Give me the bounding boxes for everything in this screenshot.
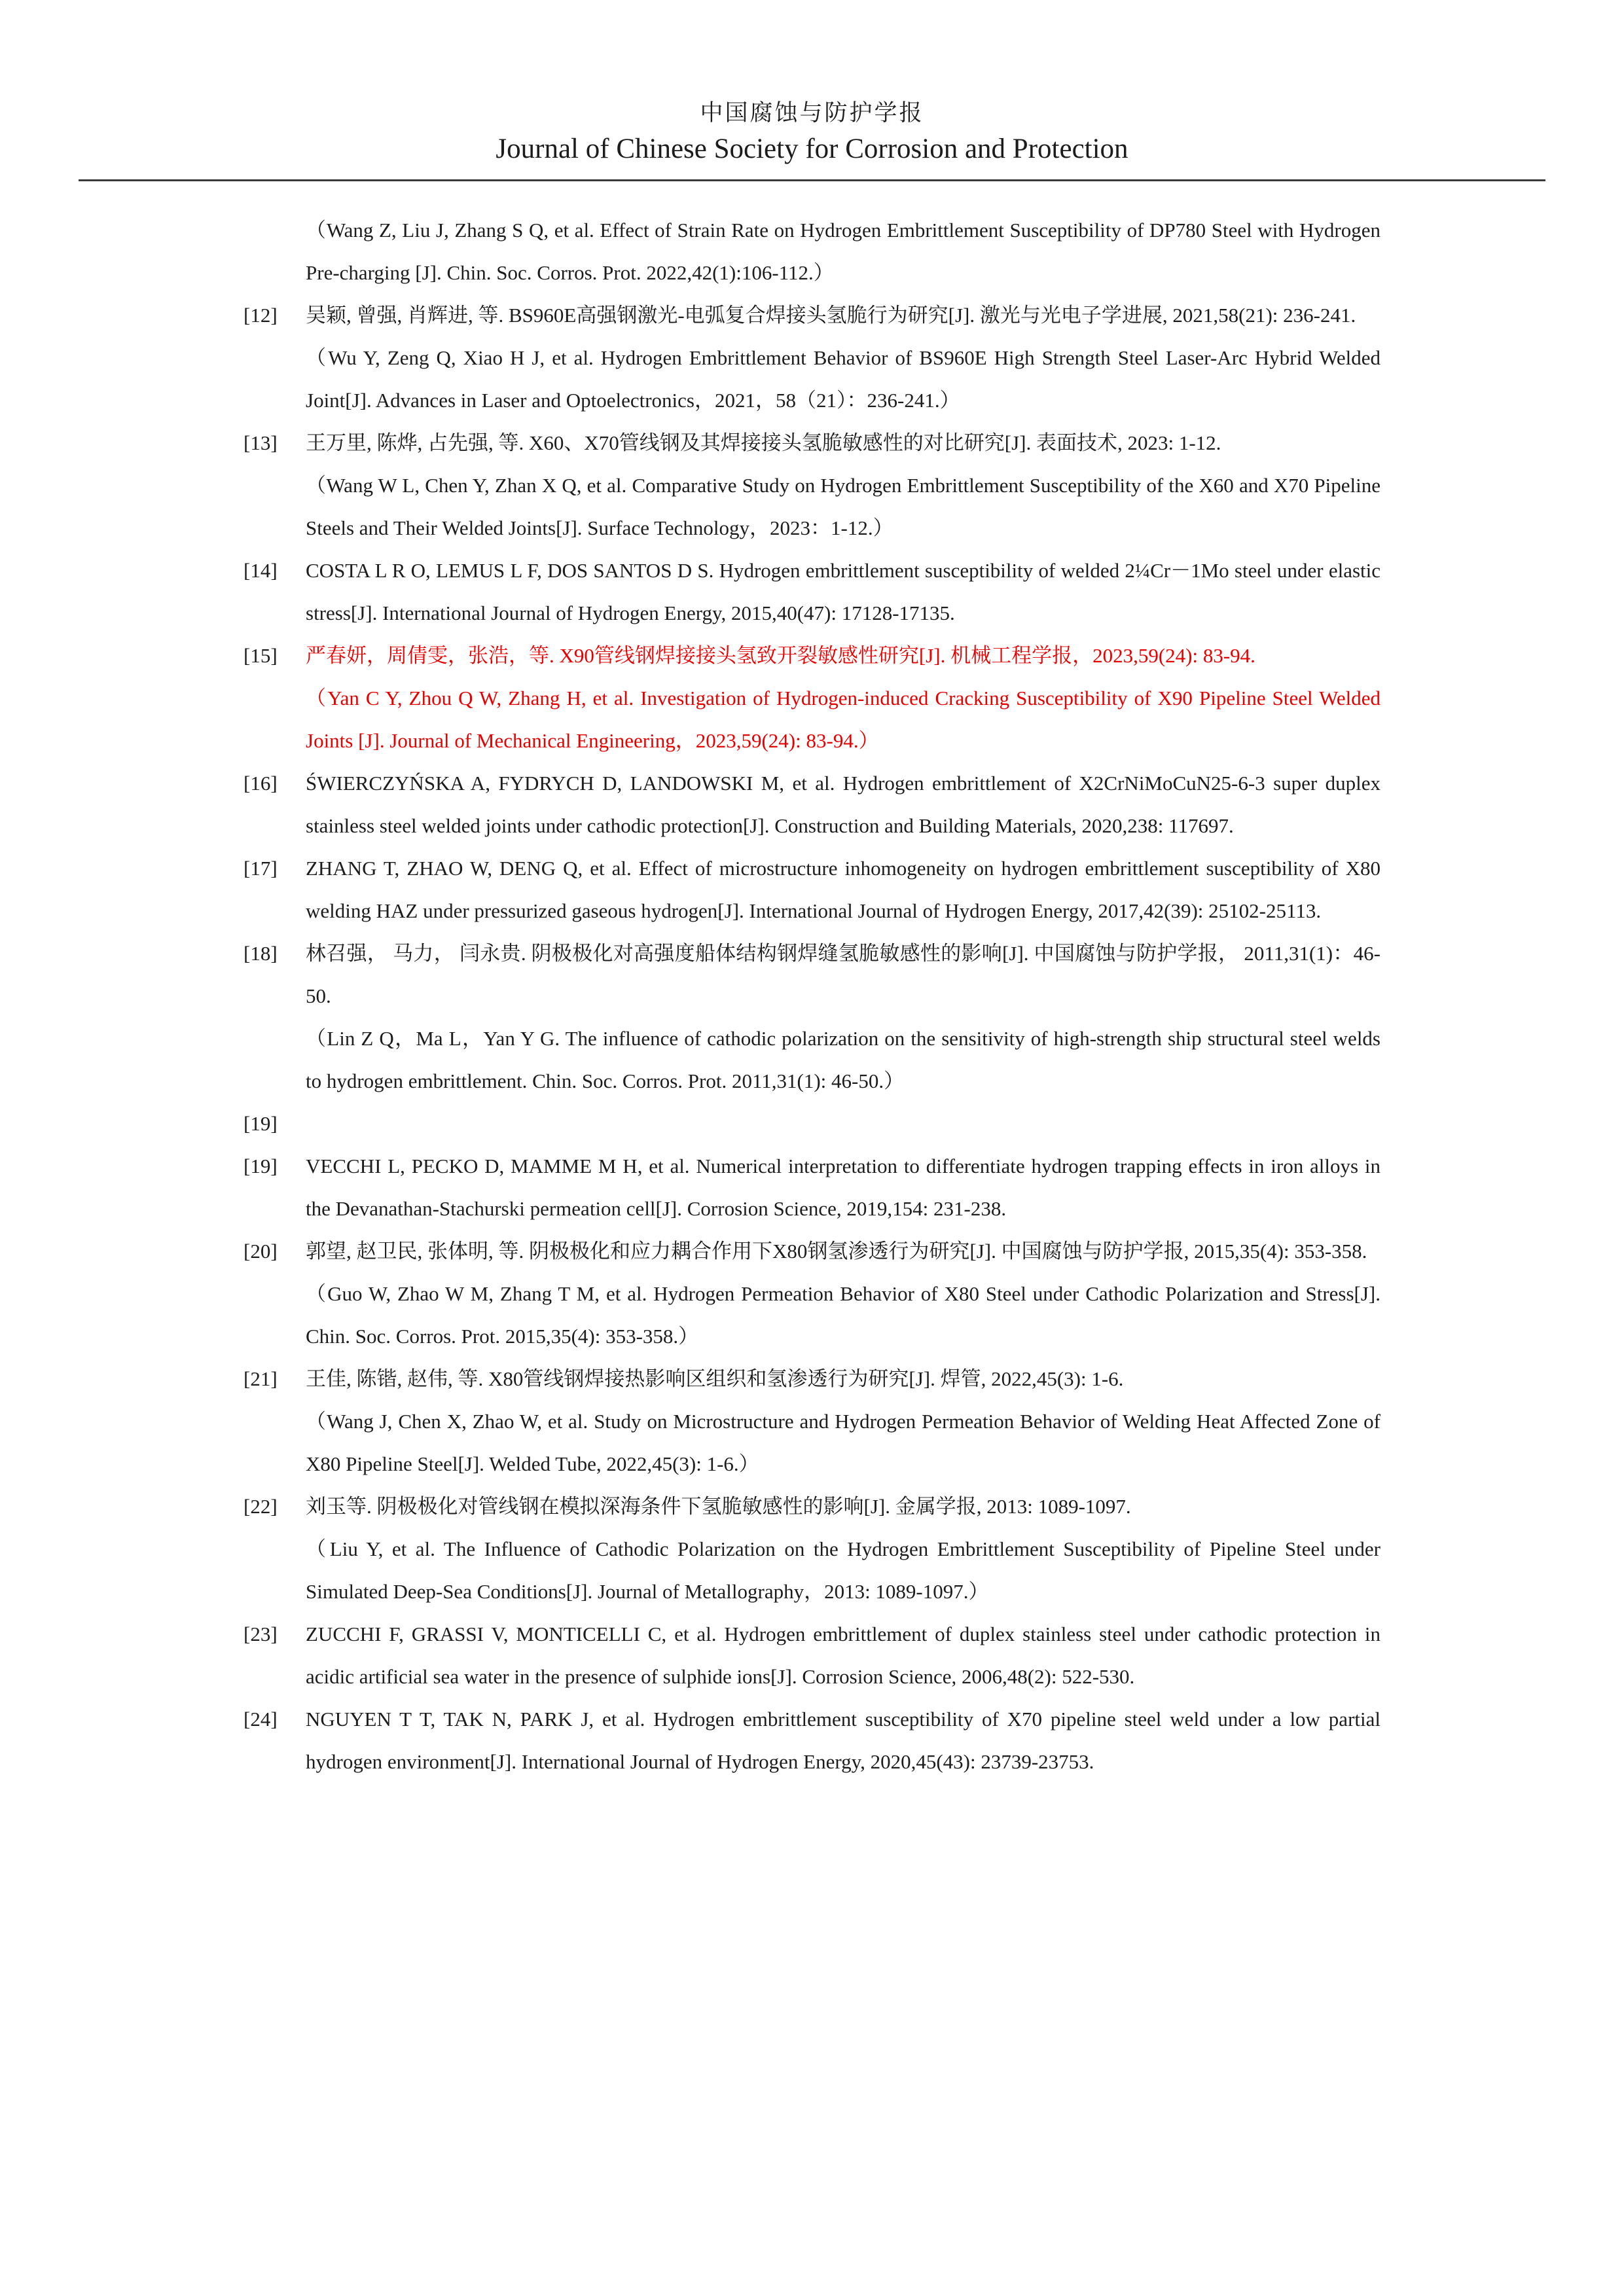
reference-entry xyxy=(244,1613,1380,1698)
reference-entry xyxy=(244,549,1380,634)
reference-entry xyxy=(244,1145,1380,1230)
reference-entry xyxy=(244,1485,1380,1613)
reference-text: NGUYEN T T, TAK N, PARK J, et al. Hydrogen embrittlement susceptibility of X70 pipeline steel weld under a low partial hydrogen environment[J]. International Journal of Hydrogen Energy, 2020,45(43): 23739-23753. xyxy=(306,1708,1380,1773)
reference-text: 严春妍，周倩雯，张浩，等. X90管线钢焊接接头氢致开裂敏感性研究[J]. 机械工程学报，2023,59(24): 83-94. xyxy=(306,644,1255,667)
reference-text: ZUCCHI F, GRASSI V, MONTICELLI C, et al. Hydrogen embrittlement of duplex stainless steel under cathodic protection in acidic artificial sea water in the presence of sulphide ions[J]. Corrosion Science, 2006,48(2): 522-530. xyxy=(306,1623,1380,1688)
reference-number: [20] xyxy=(244,1240,278,1263)
reference-body xyxy=(306,1698,1380,1783)
header-divider xyxy=(79,179,1545,181)
reference-body xyxy=(306,294,1380,422)
reference-body xyxy=(306,932,1380,1102)
reference-number: [13] xyxy=(244,431,278,454)
reference-body xyxy=(306,422,1380,549)
reference-number: [22] xyxy=(244,1495,278,1518)
reference-text: 王万里, 陈烨, 占先强, 等. X60、X70管线钢及其焊接接头氢脆敏感性的对比研究[J]. 表面技术, 2023: 1-12. xyxy=(306,431,1221,454)
reference-number: [12] xyxy=(244,304,278,327)
reference-text: （Lin Z Q，Ma L，Yan Y G. The influence of cathodic polarization on the sensitivity of high-strength ship structural steel welds to hydrogen embrittlement. Chin. Soc. Corros. Prot. 2011,31(1): 46-50.） xyxy=(306,1027,1380,1092)
reference-number: [21] xyxy=(244,1367,278,1390)
reference-text: （Yan C Y, Zhou Q W, Zhang H, et al. Investigation of Hydrogen-induced Cracking Susceptibility of X90 Pipeline Steel Welded Joints [J]. Journal of Mechanical Engineering，2023,59(24): 83-94.） xyxy=(306,687,1380,752)
reference-text: VECCHI L, PECKO D, MAMME M H, et al. Numerical interpretation to differentiate hydrogen trapping effects in iron alloys in the Devanathan-Stachurski permeation cell[J]. Corrosion Science, 2019,154: 231-238. xyxy=(306,1155,1380,1220)
reference-body xyxy=(306,1230,1380,1357)
reference-number: [19] xyxy=(244,1155,278,1177)
reference-number: [15] xyxy=(244,644,278,667)
reference-number: [24] xyxy=(244,1708,278,1731)
reference-entry xyxy=(244,847,1380,932)
journal-title-english: Journal of Chinese Society for Corrosion and Protection xyxy=(496,134,1128,164)
references-list xyxy=(244,209,1380,1783)
reference-body xyxy=(306,1145,1380,1230)
reference-text: 郭望, 赵卫民, 张体明, 等. 阴极极化和应力耦合作用下X80钢氢渗透行为研究[J]. 中国腐蚀与防护学报, 2015,35(4): 353-358. xyxy=(306,1240,1367,1263)
reference-body xyxy=(306,1485,1380,1613)
reference-text: 林召强， 马力， 闫永贵. 阴极极化对高强度船体结构钢焊缝氢脆敏感性的影响[J]. 中国腐蚀与防护学报， 2011,31(1)：46-50. xyxy=(306,942,1380,1007)
reference-text: （Wu Y, Zeng Q, Xiao H J, et al. Hydrogen Embrittlement Behavior of BS960E High Strength Steel Laser-Arc Hybrid Welded Joint[J]. Advances in Laser and Optoelectronics，2021，58（21）：236-241.） xyxy=(306,346,1380,412)
reference-entry xyxy=(244,932,1380,1102)
reference-text: 刘玉等. 阴极极化对管线钢在模拟深海条件下氢脆敏感性的影响[J]. 金属学报, 2013: 1089-1097. xyxy=(306,1495,1131,1518)
reference-body xyxy=(306,1357,1380,1485)
reference-entry xyxy=(244,762,1380,847)
reference-body xyxy=(306,209,1380,294)
reference-text: （Liu Y, et al. The Influence of Cathodic Polarization on the Hydrogen Embrittlement Susceptibility of Pipeline Steel under Simulated Deep-Sea Conditions[J]. Journal of Metallography，2013: 1089-1097.） xyxy=(306,1537,1380,1603)
reference-entry xyxy=(244,1357,1380,1485)
reference-entry xyxy=(244,294,1380,422)
reference-entry xyxy=(244,1102,1380,1145)
reference-body xyxy=(306,762,1380,847)
reference-text: （Wang W L, Chen Y, Zhan X Q, et al. Comparative Study on Hydrogen Embrittlement Susceptibility of the X60 and X70 Pipeline Steels and Their Welded Joints[J]. Surface Technology，2023：1-12.） xyxy=(306,474,1380,539)
reference-number: [17] xyxy=(244,857,278,880)
reference-text: 王佳, 陈锴, 赵伟, 等. X80管线钢焊接热影响区组织和氢渗透行为研究[J]. 焊管, 2022,45(3): 1-6. xyxy=(306,1367,1124,1390)
reference-entry xyxy=(244,209,1380,294)
reference-number: [19] xyxy=(244,1112,278,1135)
reference-text: COSTA L R O, LEMUS L F, DOS SANTOS D S. Hydrogen embrittlement susceptibility of welded 2¼Cr－1Mo steel under elastic stress[J]. International Journal of Hydrogen Energy, 2015,40(47): 17128-17135. xyxy=(306,559,1380,624)
journal-title-chinese: 中国腐蚀与防护学报 xyxy=(700,100,924,126)
reference-text: （Wang J, Chen X, Zhao W, et al. Study on Microstructure and Hydrogen Permeation Behavior of Welding Heat Affected Zone of X80 Pipeline Steel[J]. Welded Tube, 2022,45(3): 1-6.） xyxy=(306,1410,1380,1475)
reference-entry xyxy=(244,422,1380,549)
reference-body xyxy=(306,847,1380,932)
reference-body xyxy=(306,1613,1380,1698)
reference-number: [23] xyxy=(244,1623,278,1645)
journal-header xyxy=(0,0,1624,181)
reference-entry xyxy=(244,1230,1380,1357)
reference-body xyxy=(306,549,1380,634)
reference-body xyxy=(306,1102,1380,1145)
reference-body xyxy=(306,634,1380,762)
reference-text: ZHANG T, ZHAO W, DENG Q, et al. Effect of microstructure inhomogeneity on hydrogen embrittlement susceptibility of X80 welding HAZ under pressurized gaseous hydrogen[J]. International Journal of Hydrogen Energy, 2017,42(39): 25102-25113. xyxy=(306,857,1380,922)
reference-entry xyxy=(244,634,1380,762)
reference-number: [18] xyxy=(244,942,278,965)
reference-number: [14] xyxy=(244,559,278,582)
reference-text: （Wang Z, Liu J, Zhang S Q, et al. Effect of Strain Rate on Hydrogen Embrittlement Susceptibility of DP780 Steel with Hydrogen Pre-charging [J]. Chin. Soc. Corros. Prot. 2022,42(1):106-112.） xyxy=(306,219,1380,284)
reference-number: [16] xyxy=(244,772,278,795)
reference-text: ŚWIERCZYŃSKA A, FYDRYCH D, LANDOWSKI M, et al. Hydrogen embrittlement of X2CrNiMoCuN25-6-3 super duplex stainless steel welded joints under cathodic protection[J]. Construction and Building Materials, 2020,238: 117697. xyxy=(306,772,1380,837)
reference-entry xyxy=(244,1698,1380,1783)
reference-text: （Guo W, Zhao W M, Zhang T M, et al. Hydrogen Permeation Behavior of X80 Steel under Cathodic Polarization and Stress[J]. Chin. Soc. Corros. Prot. 2015,35(4): 353-358.） xyxy=(306,1282,1380,1348)
reference-text: 吴颖, 曾强, 肖辉进, 等. BS960E高强钢激光-电弧复合焊接头氢脆行为研究[J]. 激光与光电子学进展, 2021,58(21): 236-241. xyxy=(306,304,1356,327)
reference-text xyxy=(306,1102,1380,1145)
